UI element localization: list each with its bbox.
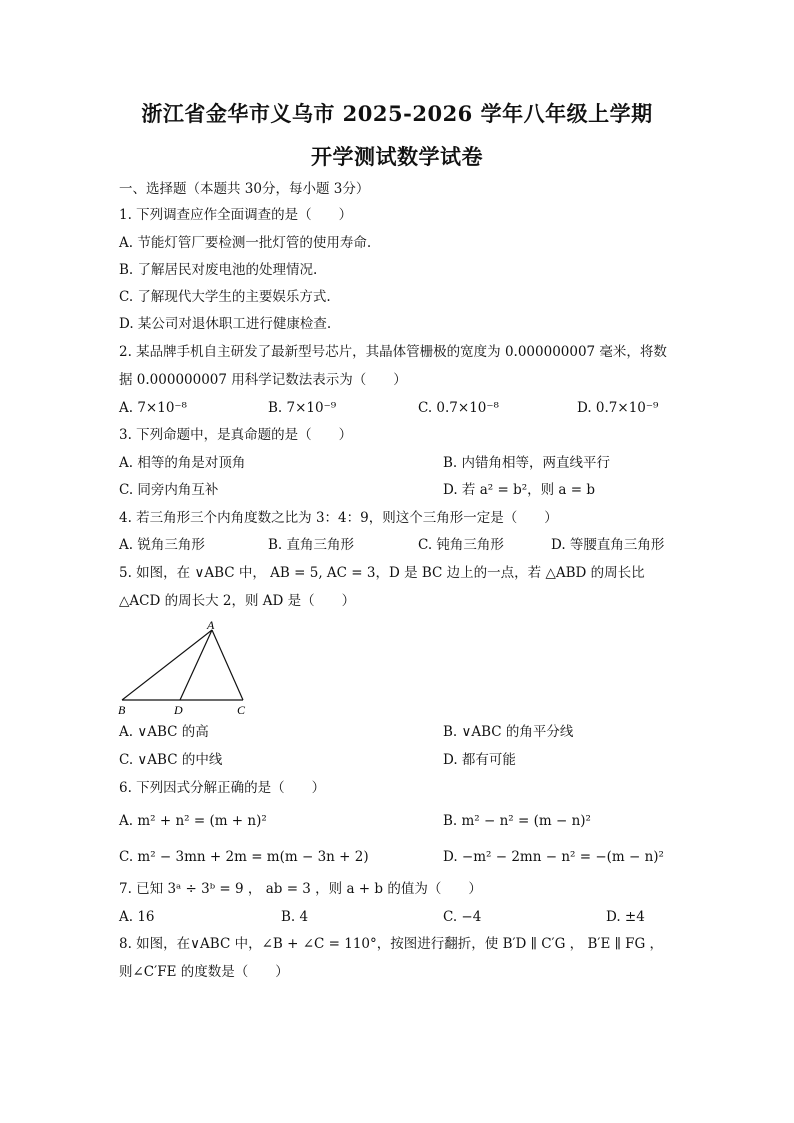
q4-option-d: D. 等腰直角三角形 <box>551 537 665 553</box>
q7-option-c: C. −4 <box>443 909 482 925</box>
exam-title-line2: 开学测试数学试卷 <box>311 144 483 169</box>
q5-option-d: D. 都有可能 <box>443 752 516 768</box>
q3-option-b: B. 内错角相等，两直线平行 <box>443 455 611 471</box>
q4-option-b: B. 直角三角形 <box>268 537 355 553</box>
exam-title-line1: 浙江省金华市义乌市 2025-2026 学年八年级上学期 <box>141 101 653 126</box>
q6-option-a: A. m² + n² = (m + n)² <box>119 813 267 829</box>
triangle-abc-figure <box>112 617 257 719</box>
q1-stem: 1. 下列调查应作全面调查的是（ ） <box>119 207 353 223</box>
q4-option-c: C. 钝角三角形 <box>418 537 504 553</box>
side-ac <box>212 630 243 700</box>
q2-stem-line2: 据 0.000000007 用科学记数法表示为（ ） <box>119 372 407 388</box>
q2-option-a: A. 7×10⁻⁸ <box>119 400 187 416</box>
vertex-label-b: B <box>118 703 126 717</box>
q4-option-a: A. 锐角三角形 <box>119 537 205 553</box>
q1-option-b: B. 了解居民对废电池的处理情况. <box>119 262 318 278</box>
q5-option-c: C. ∨ABC 的中线 <box>119 752 223 768</box>
q4-stem: 4. 若三角形三个内角度数之比为 3：4：9，则这个三角形一定是（ ） <box>119 510 558 526</box>
q3-option-c: C. 同旁内角互补 <box>119 482 219 498</box>
q2-option-c: C. 0.7×10⁻⁸ <box>418 400 499 416</box>
q7-stem: 7. 已知 3ᵃ ÷ 3ᵇ = 9 ， ab = 3 ，则 a + b 的值为（ ） <box>119 881 482 897</box>
q8-stem-line1: 8. 如图，在∨ABC 中，∠B + ∠C = 110°，按图进行翻折，使 B′D ∥ C′G ， B′E ∥ FG ， <box>119 936 664 952</box>
section-heading: 一、选择题（本题共 30分，每小题 3分） <box>119 181 370 197</box>
q8-stem-line2: 则∠C′FE 的度数是（ ） <box>119 964 289 980</box>
q1-option-c: C. 了解现代大学生的主要娱乐方式. <box>119 289 331 305</box>
q5-option-b: B. ∨ABC 的角平分线 <box>443 724 574 740</box>
vertex-label-d: D <box>174 703 183 717</box>
vertex-label-a: A <box>207 618 215 632</box>
q5-stem-line1: 5. 如图，在 ∨ABC 中， AB = 5, AC = 3，D 是 BC 边上的一点，若 △ABD 的周长比 <box>119 565 645 581</box>
q1-option-a: A. 节能灯管厂要检测一批灯管的使用寿命. <box>119 235 372 251</box>
vertex-label-c: C <box>237 703 246 717</box>
q2-option-b: B. 7×10⁻⁹ <box>268 400 337 416</box>
q2-option-d: D. 0.7×10⁻⁹ <box>577 400 659 416</box>
q3-stem: 3. 下列命题中，是真命题的是（ ） <box>119 427 353 443</box>
side-ab <box>122 630 212 700</box>
q3-option-d: D. 若 a² = b²，则 a = b <box>443 482 596 498</box>
q5-option-a: A. ∨ABC 的高 <box>119 724 209 740</box>
q3-option-a: A. 相等的角是对顶角 <box>119 455 246 471</box>
q6-option-b: B. m² − n² = (m − n)² <box>443 813 591 829</box>
q1-option-d: D. 某公司对退休职工进行健康检查. <box>119 316 332 332</box>
q6-option-c: C. m² − 3mn + 2m = m(m − 3n + 2) <box>119 849 369 865</box>
q7-option-b: B. 4 <box>281 909 309 925</box>
q2-stem-line1: 2. 某品牌手机自主研发了最新型号芯片，其晶体管栅极的宽度为 0.000000007 毫米，将数 <box>119 344 667 360</box>
q6-stem: 6. 下列因式分解正确的是（ ） <box>119 780 326 796</box>
q6-option-d: D. −m² − 2mn − n² = −(m − n)² <box>443 849 664 865</box>
segment-ad <box>180 630 212 700</box>
q5-stem-line2: △ACD 的周长大 2，则 AD 是（ ） <box>119 593 356 609</box>
q7-option-a: A. 16 <box>119 909 155 925</box>
q7-option-d: D. ±4 <box>606 909 645 925</box>
